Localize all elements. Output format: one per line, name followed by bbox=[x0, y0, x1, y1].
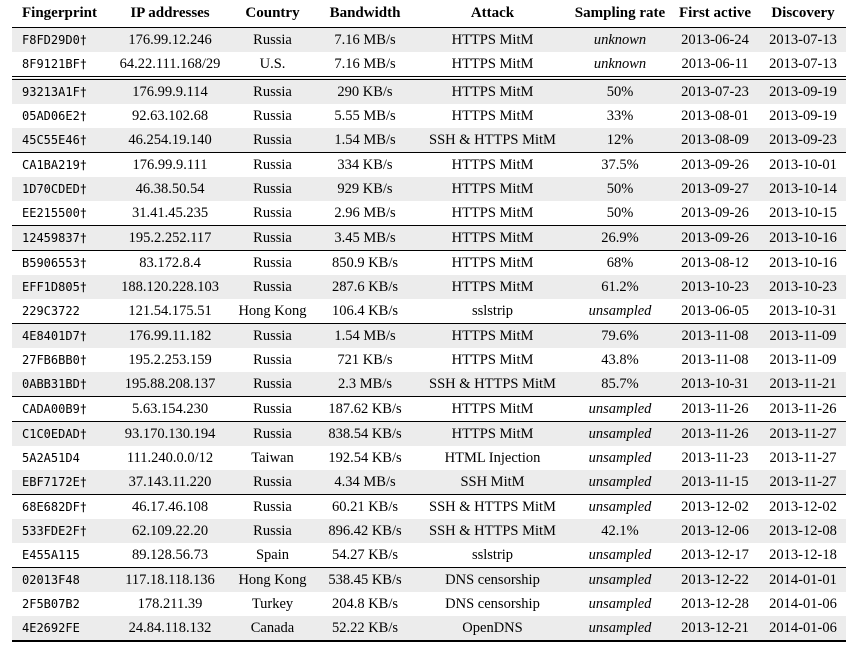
cell-sampling_rate: 43.8% bbox=[601, 352, 639, 368]
cell-first_active: 2013-12-06 bbox=[681, 523, 749, 539]
cell-country: Spain bbox=[255, 547, 290, 563]
cell-ip: 176.99.12.246 bbox=[128, 32, 212, 48]
cell-attack: OpenDNS bbox=[462, 620, 523, 636]
cell-country: U.S. bbox=[259, 56, 286, 72]
cell-bandwidth: 290 KB/s bbox=[337, 84, 393, 100]
cell-bandwidth: 3.45 MB/s bbox=[334, 230, 396, 246]
cell-discovery: 2013-09-19 bbox=[769, 108, 837, 124]
column-header-ip: IP addresses bbox=[130, 5, 210, 21]
cell-bandwidth: 7.16 MB/s bbox=[334, 32, 396, 48]
cell-attack: HTTPS MitM bbox=[451, 56, 534, 72]
cell-discovery: 2013-10-16 bbox=[769, 255, 837, 271]
cell-discovery: 2013-10-23 bbox=[769, 279, 837, 295]
table-row bbox=[12, 324, 846, 349]
cell-ip: 117.18.118.136 bbox=[125, 572, 215, 588]
cell-fingerprint: EBF7172E† bbox=[22, 475, 88, 489]
cell-ip: 176.99.9.111 bbox=[132, 157, 208, 173]
cell-discovery: 2013-11-27 bbox=[769, 450, 837, 466]
cell-discovery: 2013-11-27 bbox=[769, 474, 837, 490]
cell-country: Turkey bbox=[251, 596, 294, 612]
table-row bbox=[12, 104, 846, 128]
cell-sampling_rate: 12% bbox=[606, 132, 634, 148]
cell-first_active: 2013-08-09 bbox=[681, 132, 749, 148]
cell-bandwidth: 54.27 KB/s bbox=[331, 547, 399, 563]
table-body bbox=[12, 28, 846, 642]
cell-bandwidth: 187.62 KB/s bbox=[328, 401, 402, 417]
cell-sampling_rate: unknown bbox=[593, 56, 647, 72]
cell-discovery: 2013-10-16 bbox=[769, 230, 837, 246]
cell-first_active: 2013-11-26 bbox=[681, 401, 749, 417]
cell-discovery: 2013-11-21 bbox=[769, 376, 837, 392]
cell-ip: 195.2.253.159 bbox=[128, 352, 212, 368]
cell-country: Russia bbox=[253, 157, 292, 173]
cell-discovery: 2013-10-01 bbox=[769, 157, 837, 173]
cell-fingerprint: 1D70CDED† bbox=[22, 182, 88, 196]
table-row bbox=[12, 592, 846, 616]
cell-country: Russia bbox=[253, 32, 292, 48]
cell-bandwidth: 192.54 KB/s bbox=[328, 450, 402, 466]
cell-discovery: 2014-01-01 bbox=[769, 572, 837, 588]
cell-attack: SSH & HTTPS MitM bbox=[429, 132, 556, 148]
cell-first_active: 2013-09-27 bbox=[681, 181, 749, 197]
cell-sampling_rate: 37.5% bbox=[601, 157, 639, 173]
cell-discovery: 2013-11-27 bbox=[769, 426, 837, 442]
cell-country: Russia bbox=[253, 523, 292, 539]
cell-bandwidth: 1.54 MB/s bbox=[334, 132, 396, 148]
table-row bbox=[12, 251, 846, 276]
cell-ip: 64.22.111.168/29 bbox=[119, 56, 221, 72]
cell-attack: HTTPS MitM bbox=[451, 157, 534, 173]
table-row bbox=[12, 446, 846, 470]
cell-country: Russia bbox=[253, 474, 292, 490]
table-header bbox=[12, 2, 846, 28]
cell-first_active: 2013-12-22 bbox=[681, 572, 749, 588]
cell-country: Russia bbox=[253, 328, 292, 344]
cell-country: Russia bbox=[253, 132, 292, 148]
cell-fingerprint: CA1BA219† bbox=[22, 158, 88, 172]
column-header-bandwidth: Bandwidth bbox=[329, 5, 401, 21]
cell-country: Russia bbox=[253, 426, 292, 442]
cell-first_active: 2013-06-05 bbox=[681, 303, 749, 319]
cell-fingerprint: 2F5B07B2 bbox=[22, 597, 80, 611]
cell-attack: HTTPS MitM bbox=[451, 401, 534, 417]
cell-ip: 5.63.154.230 bbox=[131, 401, 209, 417]
column-header-country: Country bbox=[245, 5, 300, 21]
cell-first_active: 2013-07-23 bbox=[681, 84, 749, 100]
cell-fingerprint: 229C3722 bbox=[22, 304, 80, 318]
cell-first_active: 2013-09-26 bbox=[681, 230, 749, 246]
cell-sampling_rate: unsampled bbox=[588, 547, 652, 563]
cell-fingerprint: 02013F48 bbox=[22, 573, 80, 587]
cell-ip: 195.88.208.137 bbox=[124, 376, 216, 392]
cell-bandwidth: 106.4 KB/s bbox=[331, 303, 399, 319]
cell-country: Russia bbox=[253, 401, 292, 417]
cell-sampling_rate: unknown bbox=[593, 32, 647, 48]
cell-attack: HTTPS MitM bbox=[451, 181, 534, 197]
cell-sampling_rate: 50% bbox=[606, 181, 634, 197]
cell-bandwidth: 721 KB/s bbox=[337, 352, 393, 368]
cell-fingerprint: B5906553† bbox=[22, 256, 88, 270]
cell-sampling_rate: 85.7% bbox=[601, 376, 639, 392]
cell-country: Hong Kong bbox=[238, 572, 307, 588]
cell-bandwidth: 4.34 MB/s bbox=[334, 474, 396, 490]
cell-first_active: 2013-09-26 bbox=[681, 157, 749, 173]
cell-bandwidth: 929 KB/s bbox=[337, 181, 393, 197]
cell-ip: 111.240.0.0/12 bbox=[126, 450, 214, 466]
cell-attack: sslstrip bbox=[471, 547, 514, 563]
cell-country: Russia bbox=[253, 352, 292, 368]
cell-ip: 37.143.11.220 bbox=[128, 474, 212, 490]
cell-discovery: 2013-12-02 bbox=[769, 499, 837, 515]
cell-first_active: 2013-11-15 bbox=[681, 474, 749, 490]
cell-fingerprint: 4E8401D7† bbox=[22, 329, 88, 343]
cell-country: Russia bbox=[253, 181, 292, 197]
cell-first_active: 2013-08-01 bbox=[681, 108, 749, 124]
cell-fingerprint: EFF1D805† bbox=[22, 280, 88, 294]
cell-fingerprint: E455A115 bbox=[22, 548, 80, 562]
table-row bbox=[12, 422, 846, 447]
cell-country: Canada bbox=[250, 620, 295, 636]
cell-ip: 24.84.118.132 bbox=[128, 620, 212, 636]
table-row bbox=[12, 275, 846, 299]
cell-fingerprint: 05AD06E2† bbox=[22, 109, 88, 123]
cell-bandwidth: 1.54 MB/s bbox=[334, 328, 396, 344]
table-row bbox=[12, 372, 846, 397]
cell-first_active: 2013-11-23 bbox=[681, 450, 749, 466]
cell-bandwidth: 60.21 KB/s bbox=[331, 499, 399, 515]
cell-sampling_rate: 33% bbox=[606, 108, 634, 124]
malicious-relays-table bbox=[12, 2, 846, 642]
cell-country: Russia bbox=[253, 279, 292, 295]
cell-discovery: 2013-10-15 bbox=[769, 205, 837, 221]
cell-attack: SSH MitM bbox=[460, 474, 525, 490]
cell-country: Russia bbox=[253, 230, 292, 246]
cell-fingerprint: 0ABB31BD† bbox=[22, 377, 88, 391]
cell-first_active: 2013-08-12 bbox=[681, 255, 749, 271]
table-row bbox=[12, 568, 846, 593]
cell-fingerprint: 12459837† bbox=[22, 231, 88, 245]
column-header-sampling_rate: Sampling rate bbox=[574, 5, 666, 21]
cell-ip: 195.2.252.117 bbox=[128, 230, 212, 246]
cell-discovery: 2013-11-09 bbox=[769, 328, 837, 344]
cell-discovery: 2013-09-19 bbox=[769, 84, 837, 100]
table-row bbox=[12, 153, 846, 178]
cell-attack: SSH & HTTPS MitM bbox=[429, 376, 556, 392]
cell-attack: HTTPS MitM bbox=[451, 84, 534, 100]
cell-fingerprint: EE215500† bbox=[22, 206, 88, 220]
cell-first_active: 2013-09-26 bbox=[681, 205, 749, 221]
cell-fingerprint: 533FDE2F† bbox=[22, 524, 88, 538]
cell-sampling_rate: 68% bbox=[606, 255, 634, 271]
cell-country: Russia bbox=[253, 84, 292, 100]
table-row bbox=[12, 177, 846, 201]
table-header-row bbox=[12, 2, 846, 28]
cell-ip: 89.128.56.73 bbox=[131, 547, 209, 563]
column-header-attack: Attack bbox=[470, 5, 515, 21]
cell-sampling_rate: 79.6% bbox=[601, 328, 639, 344]
cell-attack: HTTPS MitM bbox=[451, 205, 534, 221]
cell-attack: HTTPS MitM bbox=[451, 255, 534, 271]
cell-bandwidth: 2.96 MB/s bbox=[334, 205, 396, 221]
cell-sampling_rate: unsampled bbox=[588, 450, 652, 466]
cell-discovery: 2014-01-06 bbox=[769, 620, 837, 636]
cell-discovery: 2013-07-13 bbox=[769, 56, 837, 72]
cell-first_active: 2013-06-24 bbox=[681, 32, 749, 48]
cell-country: Taiwan bbox=[251, 450, 294, 466]
cell-attack: sslstrip bbox=[471, 303, 514, 319]
cell-ip: 46.17.46.108 bbox=[131, 499, 209, 515]
cell-fingerprint: 68E682DF† bbox=[22, 500, 88, 514]
cell-attack: HTTPS MitM bbox=[451, 426, 534, 442]
cell-bandwidth: 204.8 KB/s bbox=[331, 596, 399, 612]
cell-attack: HTTPS MitM bbox=[451, 230, 534, 246]
cell-discovery: 2013-09-23 bbox=[769, 132, 837, 148]
cell-fingerprint: C1C0EDAD† bbox=[22, 427, 88, 441]
cell-first_active: 2013-12-02 bbox=[681, 499, 749, 515]
cell-ip: 46.38.50.54 bbox=[135, 181, 205, 197]
table-row bbox=[12, 299, 846, 324]
cell-first_active: 2013-10-23 bbox=[681, 279, 749, 295]
cell-ip: 178.211.39 bbox=[137, 596, 203, 612]
cell-attack: DNS censorship bbox=[445, 596, 540, 612]
cell-fingerprint: 93213A1F† bbox=[22, 85, 88, 99]
cell-sampling_rate: 50% bbox=[606, 84, 634, 100]
cell-bandwidth: 52.22 KB/s bbox=[331, 620, 399, 636]
cell-first_active: 2013-11-08 bbox=[681, 352, 749, 368]
column-header-discovery: Discovery bbox=[771, 5, 835, 21]
table-row bbox=[12, 28, 846, 53]
cell-attack: HTTPS MitM bbox=[451, 108, 534, 124]
cell-attack: HTTPS MitM bbox=[451, 279, 534, 295]
cell-bandwidth: 287.6 KB/s bbox=[331, 279, 399, 295]
cell-sampling_rate: unsampled bbox=[588, 426, 652, 442]
table-row bbox=[12, 519, 846, 543]
cell-discovery: 2013-10-31 bbox=[769, 303, 837, 319]
cell-sampling_rate: unsampled bbox=[588, 596, 652, 612]
cell-attack: HTTPS MitM bbox=[451, 352, 534, 368]
cell-fingerprint: 8F9121BF† bbox=[22, 57, 88, 71]
cell-country: Russia bbox=[253, 376, 292, 392]
table-row bbox=[12, 495, 846, 520]
cell-discovery: 2013-12-18 bbox=[769, 547, 837, 563]
cell-discovery: 2014-01-06 bbox=[769, 596, 837, 612]
table-row bbox=[12, 128, 846, 153]
cell-country: Russia bbox=[253, 108, 292, 124]
cell-bandwidth: 7.16 MB/s bbox=[334, 56, 396, 72]
cell-ip: 83.172.8.4 bbox=[139, 255, 201, 271]
cell-fingerprint: 45C55E46† bbox=[22, 133, 88, 147]
column-header-fingerprint: Fingerprint bbox=[22, 5, 97, 21]
cell-first_active: 2013-12-21 bbox=[681, 620, 749, 636]
cell-country: Hong Kong bbox=[238, 303, 307, 319]
cell-ip: 31.41.45.235 bbox=[131, 205, 209, 221]
cell-sampling_rate: unsampled bbox=[588, 303, 652, 319]
cell-attack: HTTPS MitM bbox=[451, 328, 534, 344]
cell-bandwidth: 896.42 KB/s bbox=[328, 523, 402, 539]
cell-attack: SSH & HTTPS MitM bbox=[429, 499, 556, 515]
cell-first_active: 2013-06-11 bbox=[681, 56, 749, 72]
table-row bbox=[12, 201, 846, 226]
cell-bandwidth: 2.3 MB/s bbox=[338, 376, 392, 392]
cell-sampling_rate: unsampled bbox=[588, 499, 652, 515]
cell-discovery: 2013-07-13 bbox=[769, 32, 837, 48]
table-row bbox=[12, 543, 846, 568]
cell-bandwidth: 5.55 MB/s bbox=[334, 108, 396, 124]
cell-ip: 176.99.9.114 bbox=[132, 84, 208, 100]
cell-sampling_rate: 42.1% bbox=[601, 523, 639, 539]
cell-fingerprint: CADA00B9† bbox=[22, 402, 88, 416]
cell-bandwidth: 334 KB/s bbox=[337, 157, 393, 173]
cell-first_active: 2013-11-26 bbox=[681, 426, 749, 442]
cell-fingerprint: 27FB6BB0† bbox=[22, 353, 88, 367]
cell-ip: 93.170.130.194 bbox=[124, 426, 216, 442]
cell-sampling_rate: unsampled bbox=[588, 401, 652, 417]
cell-first_active: 2013-12-17 bbox=[681, 547, 749, 563]
cell-ip: 46.254.19.140 bbox=[128, 132, 212, 148]
cell-ip: 188.120.228.103 bbox=[121, 279, 219, 295]
cell-ip: 176.99.11.182 bbox=[128, 328, 212, 344]
cell-sampling_rate: 61.2% bbox=[601, 279, 639, 295]
cell-fingerprint: F8FD29D0† bbox=[22, 33, 88, 47]
cell-sampling_rate: unsampled bbox=[588, 620, 652, 636]
cell-first_active: 2013-11-08 bbox=[681, 328, 749, 344]
cell-discovery: 2013-12-08 bbox=[769, 523, 837, 539]
cell-discovery: 2013-11-09 bbox=[769, 352, 837, 368]
cell-sampling_rate: unsampled bbox=[588, 474, 652, 490]
cell-bandwidth: 850.9 KB/s bbox=[331, 255, 399, 271]
table-row bbox=[12, 226, 846, 251]
cell-first_active: 2013-10-31 bbox=[681, 376, 749, 392]
table-row bbox=[12, 616, 846, 641]
cell-discovery: 2013-11-26 bbox=[769, 401, 837, 417]
cell-country: Russia bbox=[253, 205, 292, 221]
table-row bbox=[12, 78, 846, 104]
table-row bbox=[12, 52, 846, 78]
cell-attack: DNS censorship bbox=[445, 572, 540, 588]
cell-first_active: 2013-12-28 bbox=[681, 596, 749, 612]
table-row bbox=[12, 348, 846, 372]
cell-bandwidth: 838.54 KB/s bbox=[328, 426, 402, 442]
cell-ip: 62.109.22.20 bbox=[131, 523, 209, 539]
table-row bbox=[12, 470, 846, 495]
cell-attack: HTML Injection bbox=[444, 450, 541, 466]
cell-ip: 92.63.102.68 bbox=[131, 108, 209, 124]
cell-country: Russia bbox=[253, 499, 292, 515]
cell-sampling_rate: 26.9% bbox=[601, 230, 639, 246]
cell-bandwidth: 538.45 KB/s bbox=[328, 572, 402, 588]
cell-attack: SSH & HTTPS MitM bbox=[429, 523, 556, 539]
cell-fingerprint: 4E2692FE bbox=[22, 621, 80, 635]
cell-ip: 121.54.175.51 bbox=[128, 303, 212, 319]
cell-sampling_rate: unsampled bbox=[588, 572, 652, 588]
cell-attack: HTTPS MitM bbox=[451, 32, 534, 48]
column-header-first_active: First active bbox=[678, 5, 752, 21]
table-row bbox=[12, 397, 846, 422]
cell-country: Russia bbox=[253, 255, 292, 271]
cell-discovery: 2013-10-14 bbox=[769, 181, 837, 197]
cell-fingerprint: 5A2A51D4 bbox=[22, 451, 80, 465]
cell-sampling_rate: 50% bbox=[606, 205, 634, 221]
